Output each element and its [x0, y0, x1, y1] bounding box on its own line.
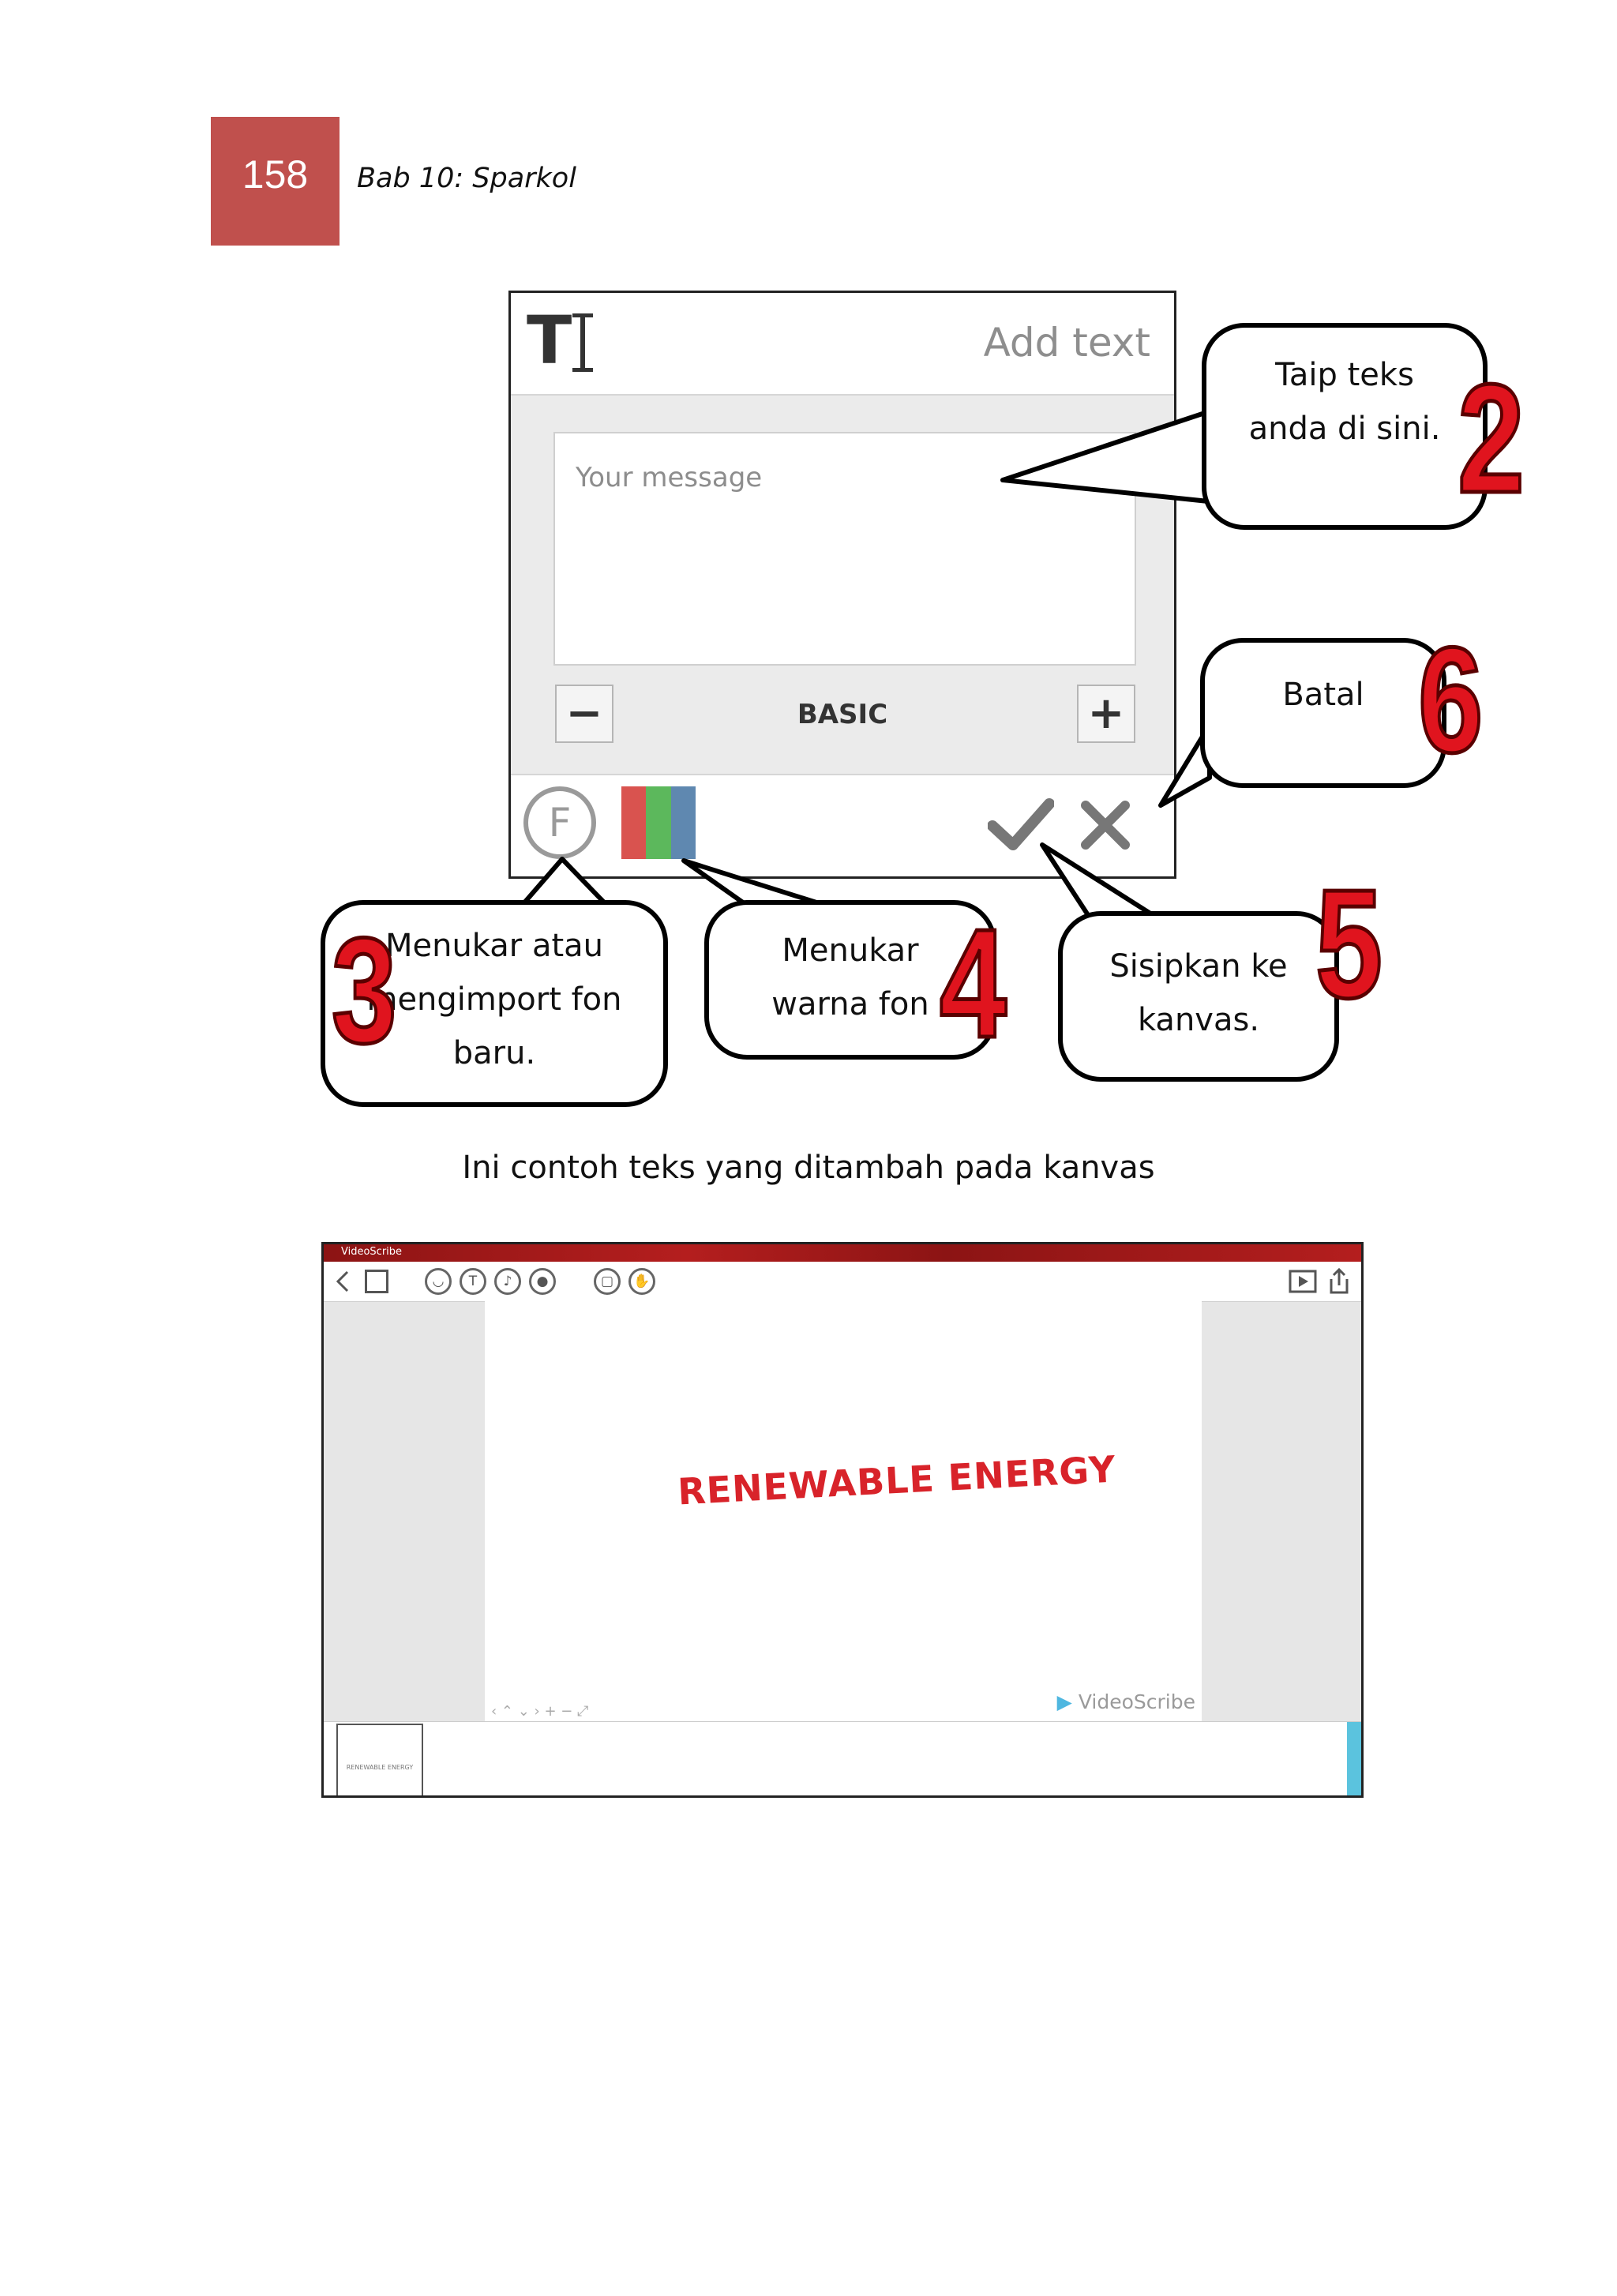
- callout-line: warna fon: [771, 986, 929, 1022]
- image-icon[interactable]: ◡: [425, 1268, 452, 1295]
- step-number-2: 2: [1458, 352, 1525, 525]
- callout-line: Menukar: [782, 932, 919, 969]
- callout-line: kanvas.: [1137, 1002, 1260, 1038]
- window-titlebar: [324, 1244, 1361, 1262]
- text-icon[interactable]: T: [460, 1268, 486, 1295]
- callout-insert: [1058, 911, 1339, 1082]
- timeline-thumbnail[interactable]: [336, 1724, 423, 1798]
- videoscribe-logo-text: VideoScribe: [1078, 1690, 1195, 1713]
- videoscribe-logo: [1057, 1690, 1195, 1713]
- back-icon[interactable]: [335, 1270, 351, 1293]
- callout-type-text: [1202, 323, 1488, 530]
- figure-caption: Ini contoh teks yang ditambah pada kanvas: [462, 1150, 1155, 1186]
- text-tool-icon: T: [527, 302, 572, 379]
- toolbar: [324, 1262, 1361, 1302]
- hand-icon[interactable]: ✋: [628, 1268, 655, 1295]
- font-name-label: BASIC: [797, 699, 888, 730]
- step-number-4: 4: [940, 897, 1007, 1070]
- step-number-6: 6: [1418, 617, 1484, 784]
- music-icon[interactable]: ♪: [494, 1268, 521, 1295]
- step-number-3: 3: [332, 907, 397, 1075]
- share-icon[interactable]: [1326, 1266, 1352, 1295]
- thumbnail-label: RENEWABLE ENERGY: [346, 1763, 414, 1771]
- step-number-5: 5: [1315, 857, 1383, 1030]
- background-icon[interactable]: ▢: [594, 1268, 621, 1295]
- play-icon[interactable]: [1289, 1270, 1317, 1293]
- font-size-increase-button[interactable]: +: [1077, 685, 1135, 743]
- videoscribe-logo-icon: ▶: [1056, 1690, 1072, 1713]
- callout-line: Menukar atau: [385, 928, 603, 964]
- font-size-decrease-button[interactable]: −: [555, 685, 613, 743]
- canvas-nav-controls[interactable]: ‹ ⌃ ⌄ › + − ⤢: [491, 1703, 589, 1720]
- callout-line: Sisipkan ke: [1109, 948, 1288, 985]
- callout-line: Batal: [1282, 677, 1364, 713]
- page-number: 158: [242, 152, 309, 197]
- font-icon: F: [548, 800, 572, 846]
- canvas-text[interactable]: RENEWABLE ENERGY: [676, 1447, 1117, 1514]
- callout-line: Taip teks: [1275, 357, 1414, 393]
- window-title: VideoScribe: [341, 1246, 403, 1258]
- chapter-title: Bab 10: Sparkol: [357, 163, 576, 194]
- callout-line: anda di sini.: [1248, 411, 1441, 447]
- dialog-title: Add text: [983, 320, 1150, 366]
- callout-cancel: [1200, 638, 1446, 788]
- videoscribe-window: [321, 1242, 1364, 1798]
- callout-line: mengimport fon: [366, 981, 622, 1018]
- timeline-side-tab[interactable]: [1347, 1722, 1361, 1798]
- voiceover-icon[interactable]: ●: [529, 1268, 556, 1295]
- save-icon[interactable]: [365, 1270, 388, 1293]
- videoscribe-canvas[interactable]: [485, 1301, 1202, 1721]
- timeline: [324, 1721, 1361, 1798]
- callout-line: baru.: [452, 1035, 536, 1071]
